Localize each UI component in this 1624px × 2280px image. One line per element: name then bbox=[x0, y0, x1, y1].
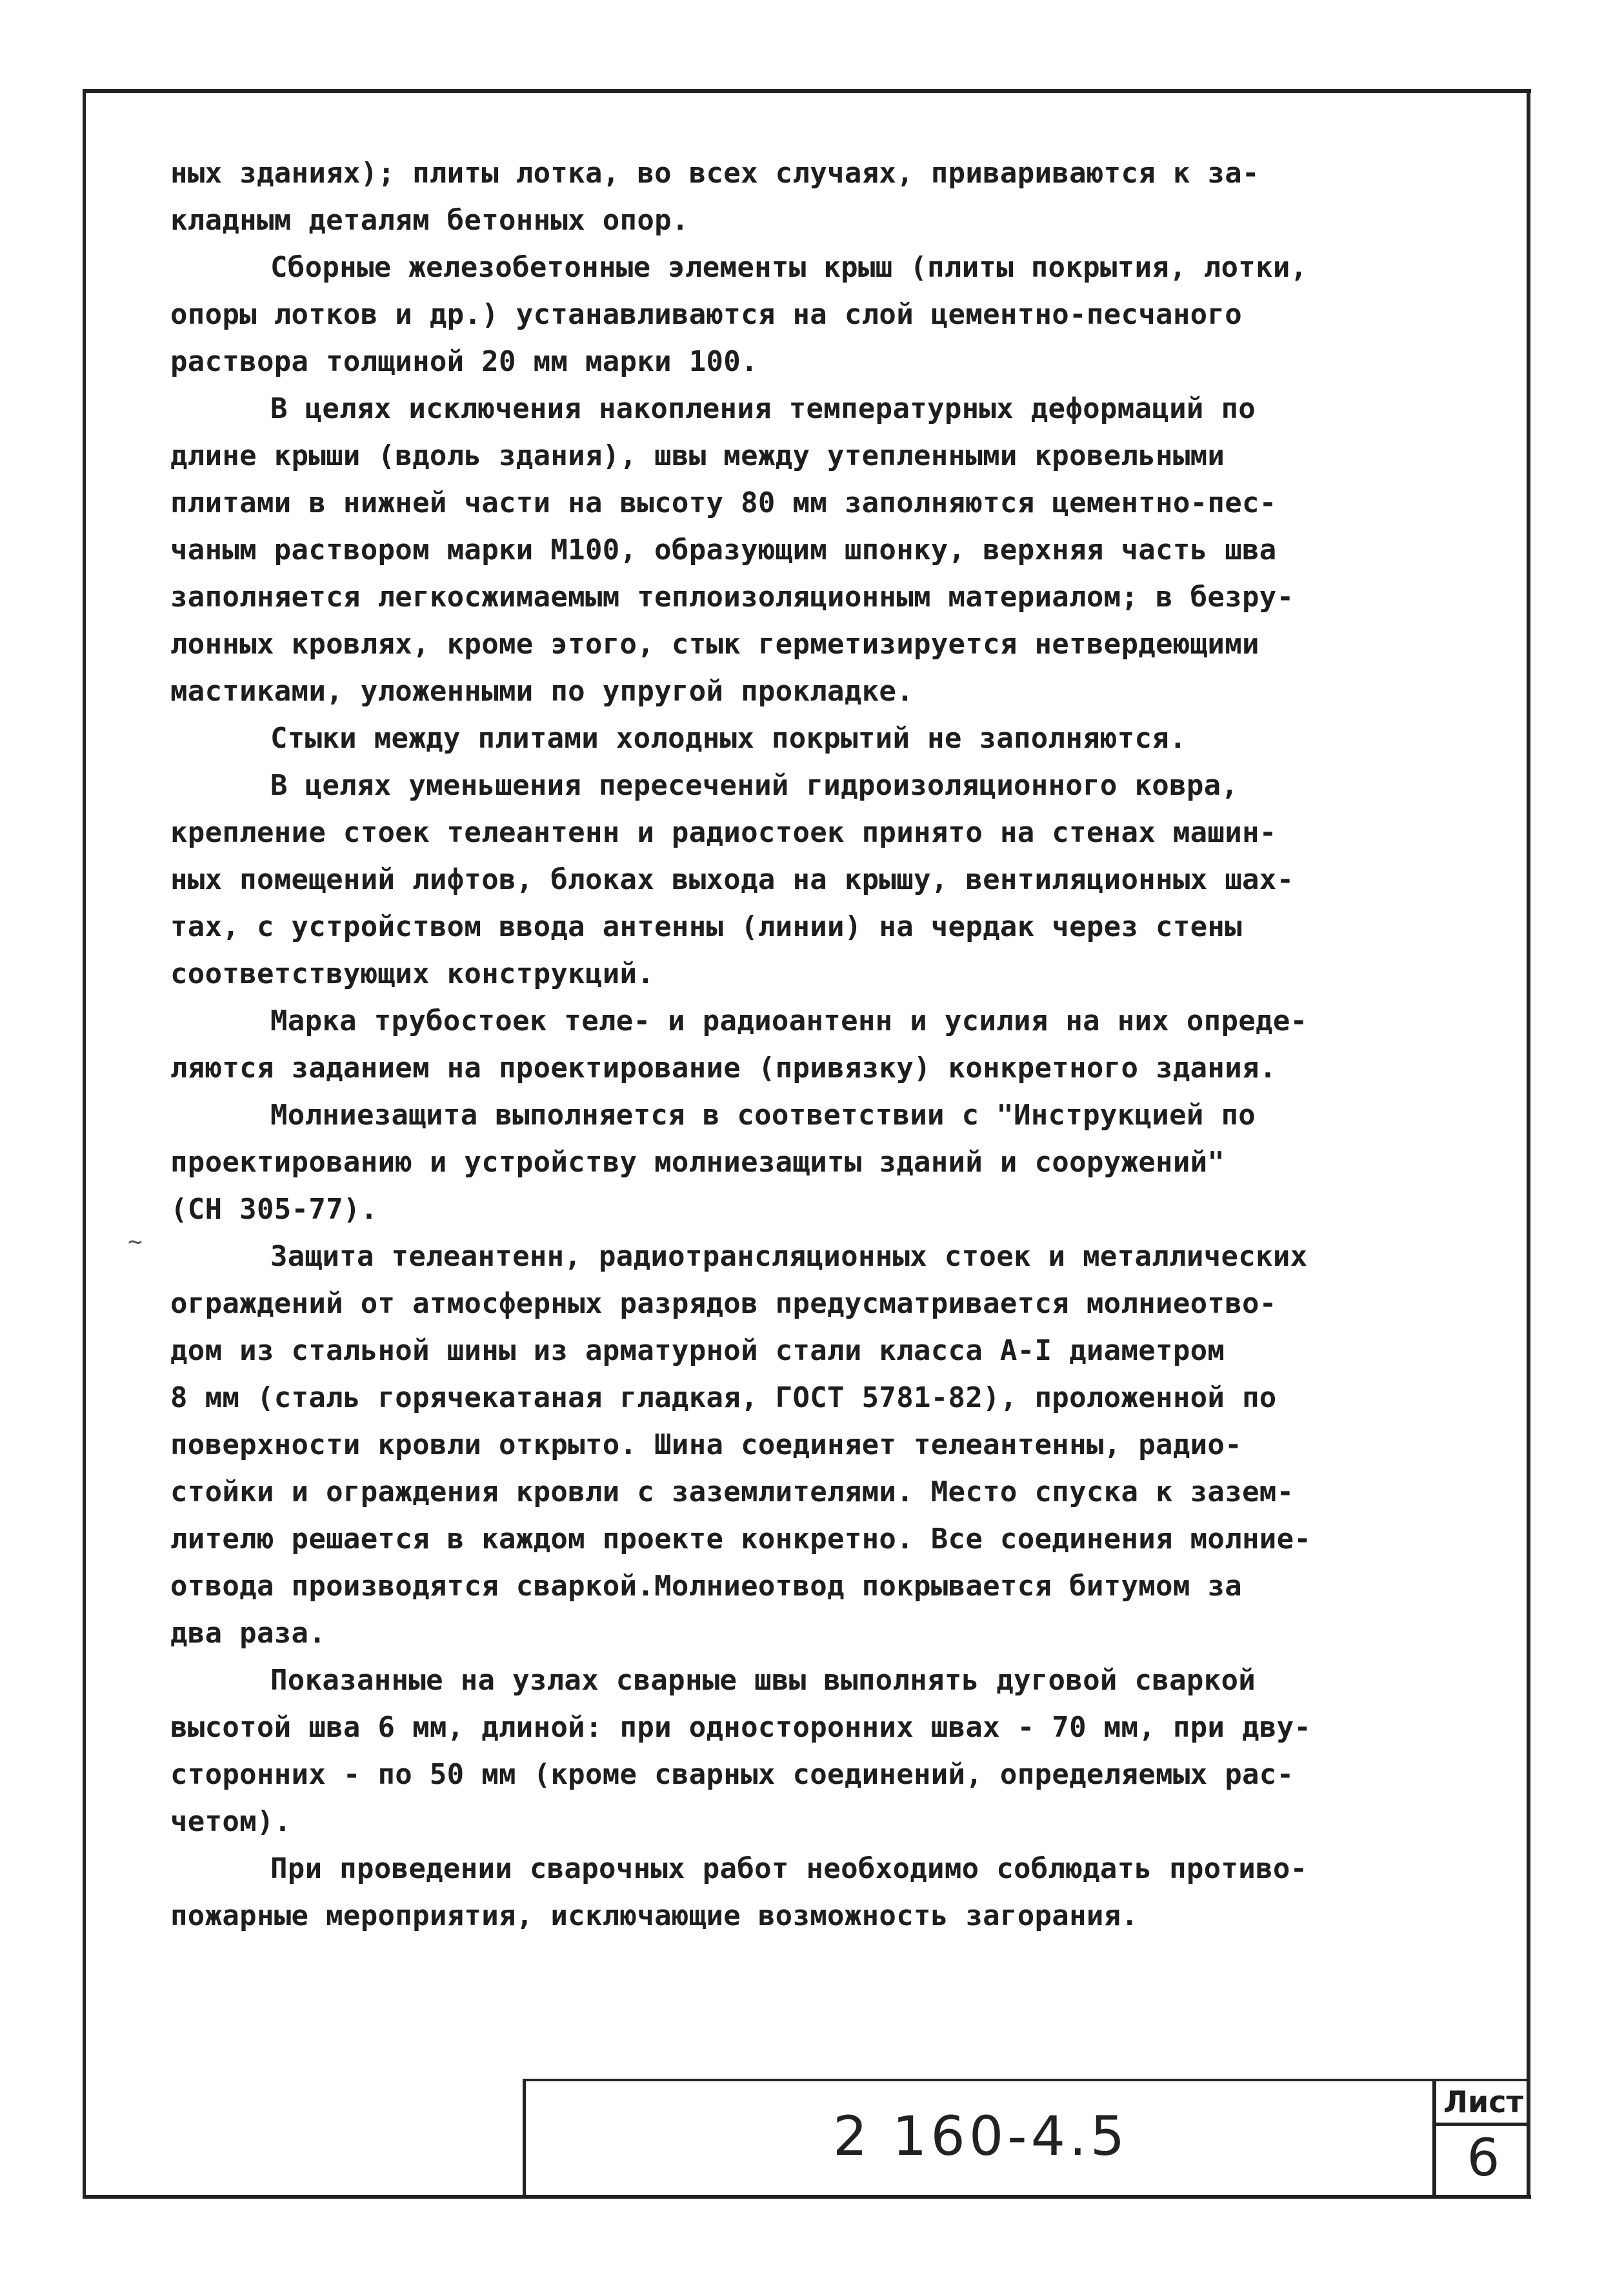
text-line: пожарные мероприятия, исключающие возможность загорания. bbox=[170, 1899, 1139, 1932]
text-line: ных помещений лифтов, блоках выхода на крышу, вентиляционных шах- bbox=[170, 863, 1294, 896]
sheet-number: 6 bbox=[1467, 2128, 1500, 2188]
text-line: сторонних - по 50 мм (кроме сварных соединений, определяемых рас- bbox=[170, 1758, 1294, 1791]
page-frame-left bbox=[83, 89, 86, 2199]
title-block bbox=[523, 2079, 1436, 2197]
text-line: заполняется легкосжимаемым теплоизоляционным материалом; в безру- bbox=[170, 581, 1294, 614]
text-line: тах, с устройством ввода антенны (линии) на чердак через стены bbox=[170, 910, 1242, 943]
text-line: (СН 305-77). bbox=[170, 1193, 378, 1226]
sheet-label: Лист bbox=[1436, 2081, 1530, 2126]
text-line: В целях уменьшения пересечений гидроизоляционного ковра, bbox=[270, 769, 1239, 802]
text-line: стойки и ограждения кровли с заземлителями. Место спуска к зазем- bbox=[170, 1475, 1294, 1508]
text-line: Марка трубостоек теле- и радиоантенн и усилия на них опреде- bbox=[270, 1005, 1308, 1037]
text-line: Стыки между плитами холодных покрытий не заполняются. bbox=[270, 722, 1187, 755]
text-line: При проведении сварочных работ необходимо соблюдать противо- bbox=[270, 1852, 1308, 1885]
text-line: В целях исключения накопления температурных деформаций по bbox=[270, 392, 1256, 425]
text-line: опоры лотков и др.) устанавливаются на слой цементно-песчаного bbox=[170, 298, 1242, 331]
sheet-box bbox=[1432, 2079, 1530, 2197]
text-line: мастиками, уложенными по упругой прокладке. bbox=[170, 675, 914, 708]
text-line: плитами в нижней части на высоту 80 мм заполняются цементно-пес- bbox=[170, 486, 1277, 519]
text-line: крепление стоек телеантенн и радиостоек принято на стенах машин- bbox=[170, 816, 1277, 849]
text-line: соответствующих конструкций. bbox=[170, 957, 655, 990]
text-line: высотой шва 6 мм, длиной: при односторонних швах - 70 мм, при дву- bbox=[170, 1711, 1312, 1744]
text-line: лонных кровлях, кроме этого, стык герметизируется нетвердеющими bbox=[170, 628, 1259, 661]
text-line: ограждений от атмосферных разрядов предусматривается молниеотво- bbox=[170, 1287, 1277, 1320]
text-line: Сборные железобетонные элементы крыш (плиты покрытия, лотки, bbox=[270, 251, 1308, 284]
text-line: Показанные на узлах сварные швы выполнять дуговой сваркой bbox=[270, 1664, 1256, 1697]
text-line: лителю решается в каждом проекте конкретно. Все соединения молние- bbox=[170, 1523, 1312, 1555]
text-line: дом из стальной шины из арматурной стали класса А-I диаметром bbox=[170, 1334, 1225, 1367]
text-line: ляются заданием на проектирование (привязку) конкретного здания. bbox=[170, 1052, 1277, 1085]
text-line: раствора толщиной 20 мм марки 100. bbox=[170, 345, 758, 378]
text-line: отвода производятся сваркой.Молниеотвод покрывается битумом за bbox=[170, 1570, 1242, 1603]
text-line: кладным деталям бетонных опор. bbox=[170, 204, 689, 237]
text-line: чаным раствором марки М100, образующим шпонку, верхняя часть шва bbox=[170, 534, 1277, 566]
text-line: Молниезащита выполняется в соответствии с "Инструкцией по bbox=[270, 1099, 1256, 1132]
page-frame-right bbox=[1527, 89, 1530, 2199]
text-line: 8 мм (сталь горячекатаная гладкая, ГОСТ 5781-82), проложенной по bbox=[170, 1381, 1277, 1414]
page-frame-top bbox=[83, 89, 1531, 93]
text-line: ных зданиях); плиты лотка, во всех случаях, привариваются к за- bbox=[170, 157, 1259, 190]
document-number: 2 160-4.5 bbox=[832, 2105, 1129, 2168]
text-line: Защита телеантенн, радиотрансляционных стоек и металлических bbox=[270, 1240, 1308, 1273]
document-body bbox=[170, 150, 1493, 1939]
text-line: проектированию и устройству молниезащиты зданий и сооружений" bbox=[170, 1146, 1225, 1179]
text-line: длине крыши (вдоль здания), швы между утепленными кровельными bbox=[170, 439, 1225, 472]
text-line: поверхности кровли открыто. Шина соединяет телеантенны, радио- bbox=[170, 1428, 1242, 1461]
text-line: два раза. bbox=[170, 1617, 326, 1650]
text-line: четом). bbox=[170, 1805, 292, 1838]
margin-mark: ~ bbox=[128, 1227, 143, 1255]
